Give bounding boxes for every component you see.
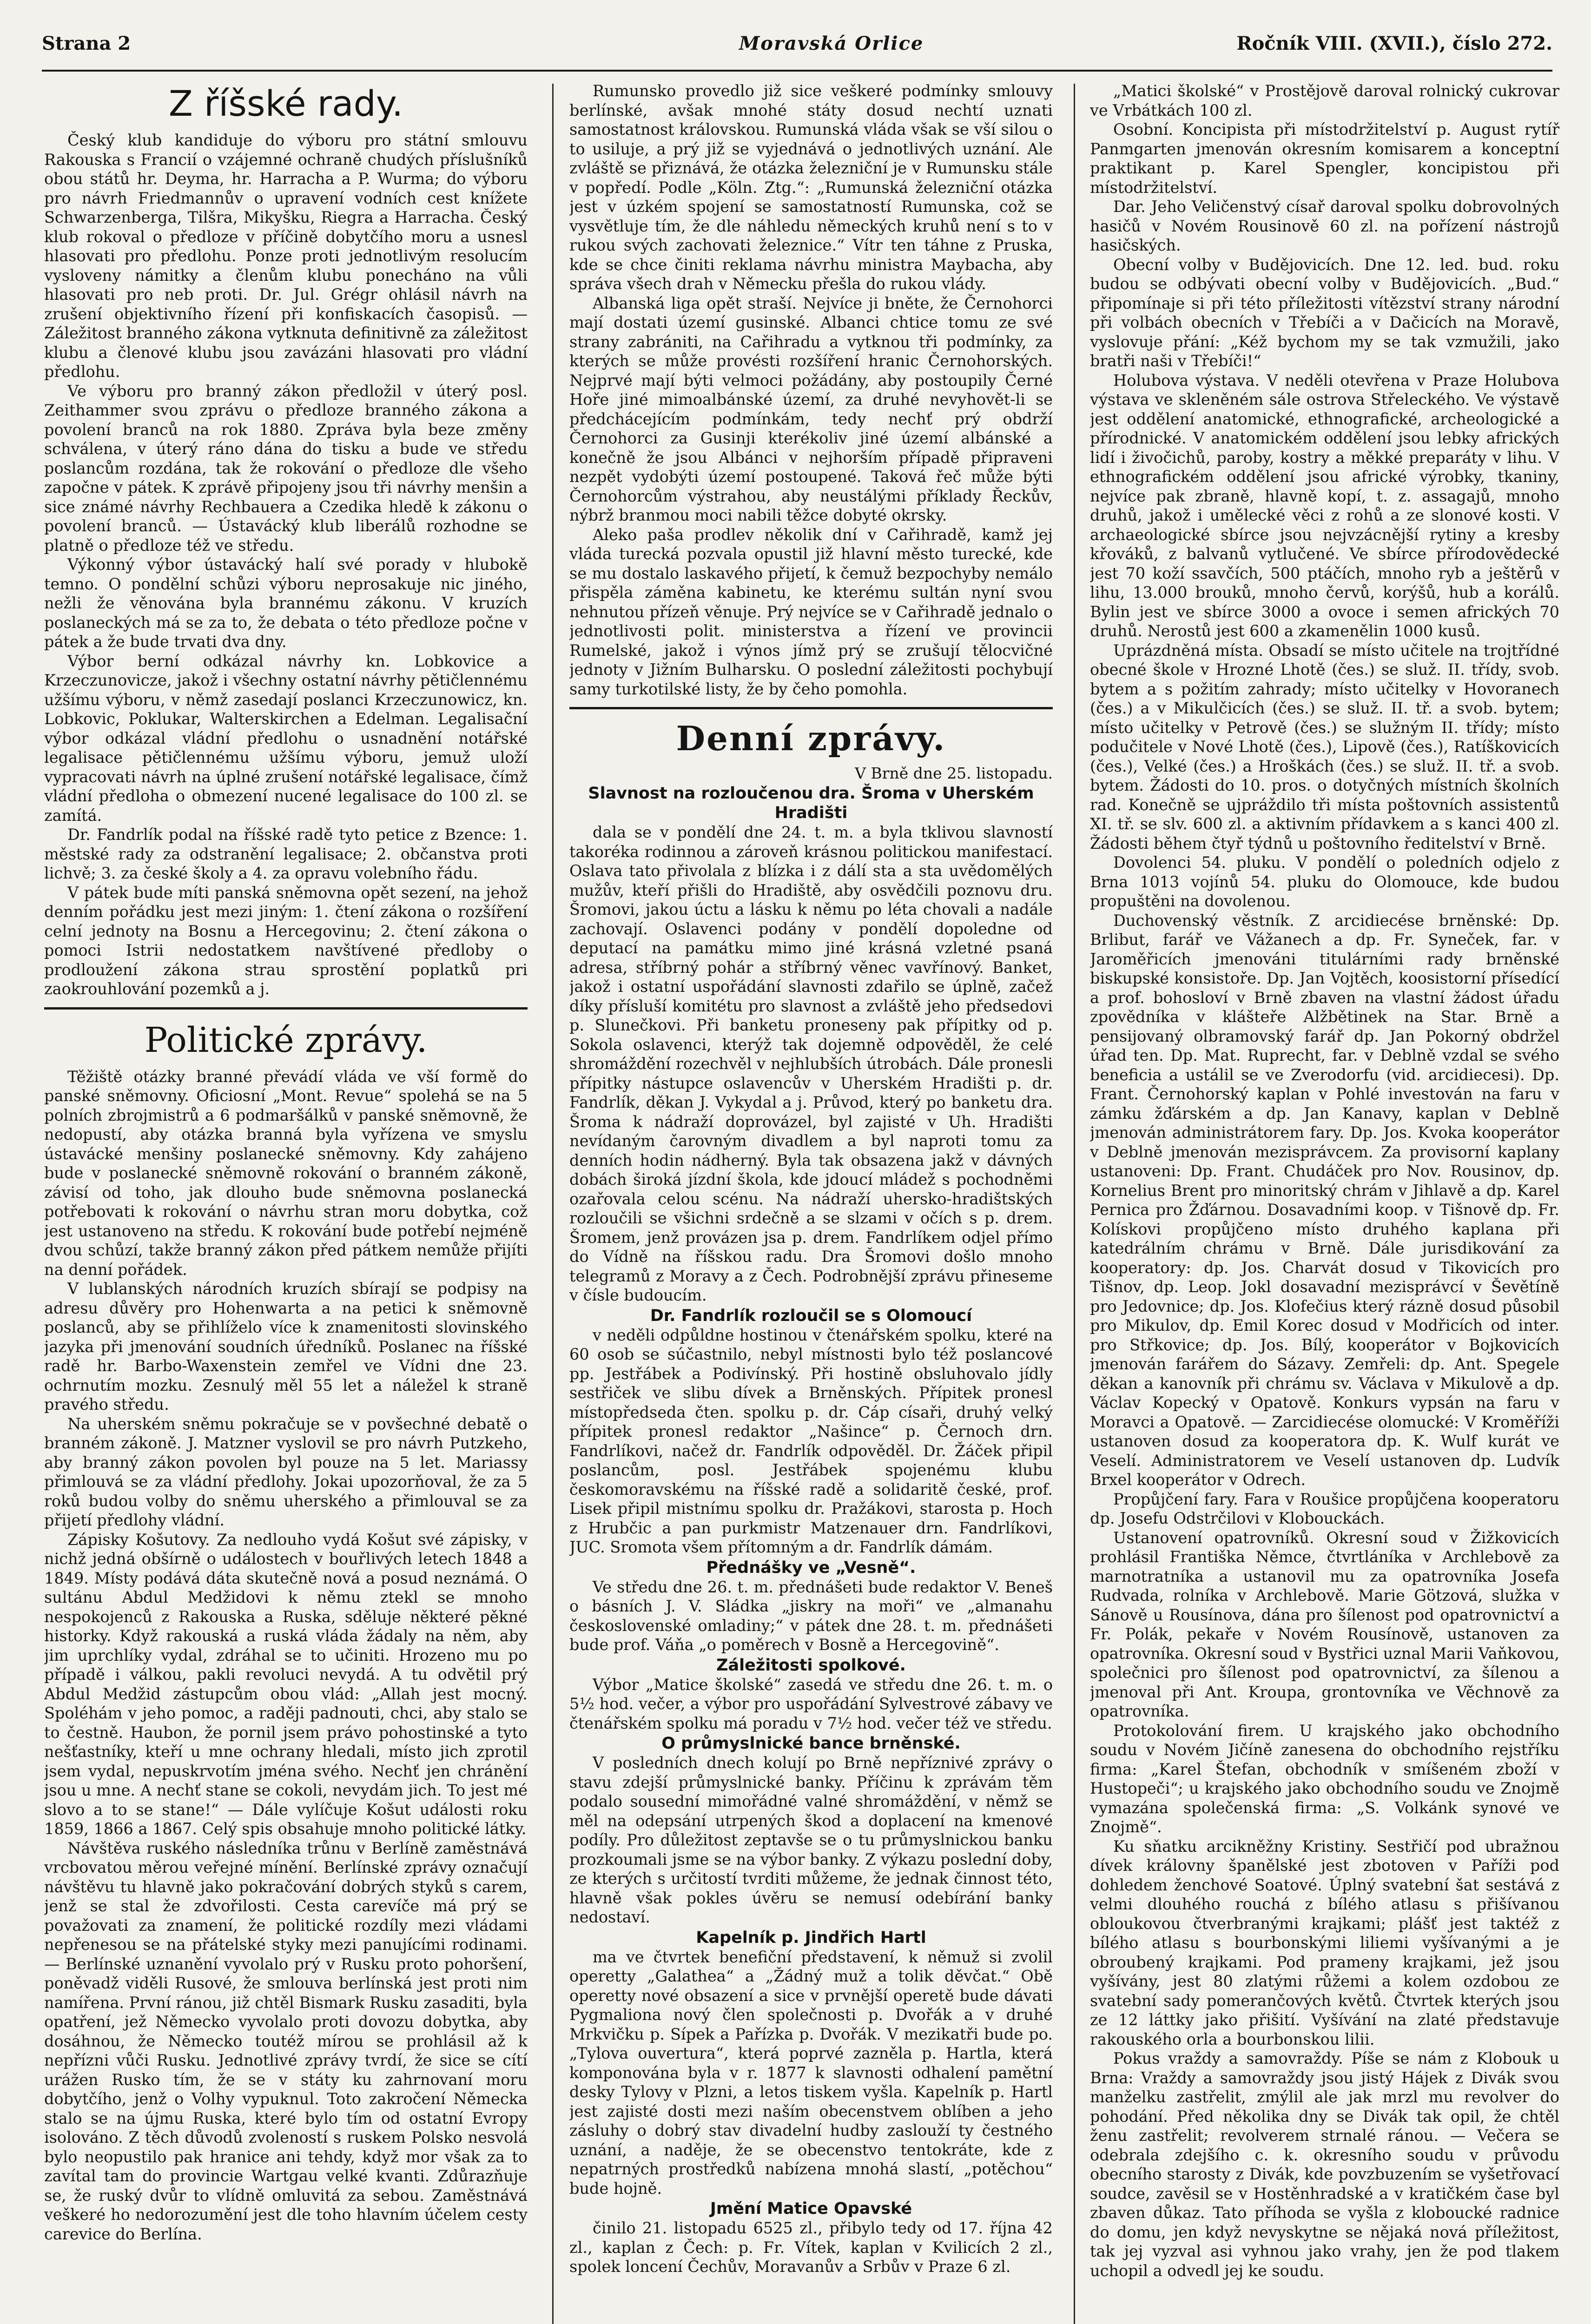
article-paragraph: Dr. Fandrlík podal na říšské radě tyto petice z Bzence: 1. městské rady za odstranění legalisace; 2. občanstva proti lichvě; 3. za české školy a 4. za opravu volebního řádu. [44, 825, 528, 882]
article-paragraph: Návštěva ruského následníka trůnu v Berlíně zaměstnává vrcbovatou měrou veřejné mínění. Berlínské zprávy označují návštěvu tu hlavně jako pokračování dobrých styků s carem, jenž se stal že zdvořilosti. Cesta carevíče má prý se považovati za znamení, že politické rozdíly mezi vládami nepřenesou se na přátelské styky mezi panujícími rodinami. — Berlínské uznanění vyvolalo prý v Rusku proto pohoršení, poněvadž viděli Rusové, že smlouva berlínská jest proti nim namířena. První ránou, již chtěl Bismark Rusku zasaditi, byla opatření, jež Německo vyvolalo proti dovozu dobytka, aby dosáhnou, že Německo toutéž mírou se prohlásil až k nepřízni vůči Rusku. Jednotlivé zprávy tvrdí, že sice se cítí urážen Rusko tím, že se v státy ku zahrnovaní moru dobytčího, jenž o Volhy vypuknul. Toto zakročení Německa stalo se na újmu Ruska, které bylo tím od ostatní Evropy isolováno. Z těch důvodů zvoleností s ruskem Polsko nesvolá bylo neopustilo pak hranice ani tehdy, když mor však za to zavítal tam do provincie Wartgau velké kvanti. Zdůrazňuje se, že ruský dvůr to vlídně omluvitá za sebou. Zaměstnává veškeré ho nedorozumění jest dle toho hlavním účelem cesty carevice do Berlína. [44, 1839, 528, 2243]
article-paragraph: činilo 21. listopadu 6525 zl., přibylo tedy od 17. října 42 zl., kaplan z Čech: p. Fr. Vítek, kaplan v Kvilicích 2 zl., spolek loncení Čechův, Moravanův a Srbův v Praze 6 zl. [569, 2219, 1053, 2276]
section-divider [569, 707, 1053, 709]
article-heading: Dr. Fandrlík rozloučil se s Olomoucí [650, 1306, 972, 1325]
article-paragraph: Duchovenský věstník. Z arcidiecése brněnské: Dp. Brlibut, farář ve Vážanech a dp. Fr. Syneček, far. v Jaroměřicích jmenováni titulárními rady brněnské biskupské konsistoře. Dp. Jan Vojtěch, koosistorní přísedící a prof. bohosloví v Brně zbaven na vlastní žádost úřadu zpovědníka v klášteře Alžbětinek na Star. Brně a pensijovaný olbramovský farář dp. Jan Pokorný obdržel úřad ten. Dp. Mat. Ruprecht, far. v Deblně vzdal se svého beneficia a ustálil se ve Zverodorfu (vid. arcidiecesi). Dp. Frant. Černohorský kaplan v Pohlé investován na faru v zámku žďárském a dp. Jan Kanavy, kaplan v Deblně jmenován administrátorem fary. Dp. Jos. Kvoka kooperátor v Deblně jmenován mezisprávcem. Za provisorní kaplany ustanoveni: Dp. Frant. Chudáček pro Nov. Rousinov, dp. Kornelius Brent pro minoritský chrám v Jihlavě a dp. Karel Pernica pro Žďárnou. Dosavadními koop. v Tišnově dp. Fr. Kolískovi propůjčeno místo druhého kaplana při katedrálním chrámu v Brně. Dále jurisdikování za kooperatory: dp. Jos. Charvát dosud v Tikovicích pro Tišnov, dp. Leop. Jokl dosavadní mezisprávcí v Ševětíně pro Jedovnice; dp. Jos. Klofečius který rázně dosud působil pro Mikulov, dp. Emil Korec dosud v Modřicích od inter. pro Střkovice; dp. Jos. Bílý, kooperátor v Bojkovicích jmenován farářem do Sázavy. Zemřeli: dp. Ant. Spegele děkan a kanovník při chrámu sv. Václava v Mikulově a dp. Václav Kopecký v Opatově. Konkurs vypsán na faru v Moravci a Opatově. — Zarcidiecése olomucké: V Kroměříži ustanoven dosud za kooperatora dp. K. Wulf kurát ve Veselí. Administratorem ve Veselí ustanoven dp. Ludvík Brxel kooperátor v Odrech. [1090, 911, 1559, 1489]
article-paragraph: Ve výboru pro branný zákon předložil v úterý posl. Zeithammer svou zprávu o předloze branného zákona a povolení branců na rok 1880. Zpráva byla beze změny schválena, v úterý ráno dána do tisku a bude ve středu poslancům rozdána, tak že rokování o předloze dle všeho započne v pátek. K zprávě připojeny jsou tři návrhy menšin a sice známé návrhy Rechbauera a Czedika hledě k zákonu o povolení branců. — Ústavácký klub liberálů rozhodne se platně o předloze též ve středu. [44, 382, 528, 555]
article-paragraph: Zápisky Košutovy. Za nedlouho vydá Košut své zápisky, v nichž jedná obšírně o událostech v bouřlivých letech 1848 a 1849. Místy podává dáta skutečně nová a posud neznámá. O sultánu Abdul Medžidovi k němu ztekl se mnoho nespokojenců z Rakouska a Ruska, sděluje některé pěkné historky. Když rakouská a ruská vláda žádaly na něm, aby jim uprchlíky vydal, zdráhal se to učiniti. Hrozeno mu po případě i válkou, pakli revoluci nevydá. A tu odvětil prý Abdul Medžid zástupcům obou vlád: „Allah jest mocný. Spoléhám v jeho pomoc, a raději padnouti, chci, aby stalo se to čestně. Haubon, že pornil jsem právo pohostinské a tyto nešťastníky, kteří u mne ochrany hledali, místo jich zprotil jsem vydal, nepuskrvotím jména svého. Nechť jen chránění jsou u mne. A nechť stane se cokoli, nevydám jich. To jest mé slovo a to se stane!“ — Dále vylíčuje Košut události roku 1859, 1866 a 1867. Celý spis obsahuje mnoho politické látky. [44, 1530, 528, 1838]
issue-number: Ročník VIII. (XVII.), číslo 272. [1236, 33, 1552, 54]
section-title-daily-news: Denní zprávy. [676, 719, 946, 758]
article-paragraph: Uprázdněná místa. Obsadí se místo učitele na trojtřídné obecné škole v Hrozné Lhotě (čes.) se služ. II. třídy, svob. bytem a s požitím zahrady; místo učitelky v Hovoranech (čes.) a v Mikulčicích (čes.) se služ. II. tř. a svob. bytem; místo učitelky v Petrově (čes.) se služným II. třídy; místo podučitele v Nové Lhotě (čes.), Lipově (čes.), Ratíškovicích (čes.), Velké (čes.) a Hroškách (čes.) se služ. II. tř. a svob. bytem. Žádosti do 10. pros. o dotyčných místních školních rad. Konečně se ujpráždilo tři místa poštovních assistentů XI. tř. se slv. 600 zl. a aktivním přídavkem a s kanci 400 zl. Žádosti během čtyř týdnů u poštovního ředitelství v Brně. [1090, 641, 1559, 852]
article-paragraph: Holubova výstava. V neděli otevřena v Praze Holubova výstava ve skleněném sále ostrova Střeleckého. Ve výstavě jest oddělení anatomické, ethnografické, archeologické a přírodnické. V anatomickém oddělení jsou lebky afrických lidí i živočichů, paroby, kostry a měkké preparáty v lihu. V ethnografickém oddělení jsou africké výrobky, tkaniny, nejvíce pak zbraně, hlavně kopí, t. z. assagajů, mnoho druhů, jakož i umělecké věci z rohů a ze slonové kosti. V archaeologické sbírce jsou nejvzácnější rytiny a kresby křováků, z balvanů vytlučené. Ve sbírce přírodovědecké jest 70 koží ssavčích, 500 ptáčích, mnoho ryb a ještěrů v lihu, 13.000 brouků, mnoho červů, korýšů, hub a korálů. Bylin jest ve sbírce 3000 a ovoce i semen afrických 70 druhů. Nerostů jest 600 a zkamenělin 1000 kusů. [1090, 371, 1559, 640]
running-head [42, 14, 1552, 72]
article-paragraph: Těžiště otázky branné převádí vláda ve vší formě do panské sněmovny. Oficiosní „Mont. Revue“ spolehá se na 5 polních zbrojmistrů a 6 podmaršálků v panské sněmovně, že nedopustí, aby otázka branná byla vyřízena ve smyslu ústavácké menšiny poslanecké sněmovny. Kdy zahájeno bude v poslanecké sněmovně rokování o branném zákoně, závisí od toho, jak dlouho bude sněmovna poslanecká potřebovati k rokování o návrhu stran moru dobytka, což jest ustanoveno na středu. K rokování bude potřebí nejméně dvou schůzí, takže branný zákon před pátkem nemůže přijíti na denní pořádek. [44, 1067, 528, 1279]
article-paragraph: Protokolování firem. U krajského jako obchodního soudu v Novém Jičíně zanesena do obchodního rejstříku firma: „Karel Štefan, obchodník v smíšeném zboží v Hustopeči“; u krajského jako obchodního soudu ve Znojmě vymazána společenská firma: „S. Volkánk synové ve Znojmě“. [1090, 1721, 1559, 1836]
article-heading: Přednášky ve „Vesně“. [706, 1558, 916, 1577]
column-right [1090, 81, 1559, 2324]
article-paragraph: Ustanovení opatrovníků. Okresní soud v Žižkovicích prohlásil Františka Němce, čtvrtláníka v Archlebově za marnotratníka a ustanovil mu za opatrovníka Josefa Rudvada, rolníka v Archlebově. Marie Götzová, služka v Sánově u Rousínova, dána pro šílenost pod opatrovnictví a Fr. Polák, pekaře v Novém Rousínově, ustanoven za opatrovníka. Okresní soud v Bystřici uznal Marii Vaňkovou, společnici pro šílenost pod opatrovnictví, za šílenou a jmenoval při Ant. Kroupa, grontovníka ve Věchnově za opatrovníka. [1090, 1528, 1559, 1720]
masthead-title: Moravská Orlice [739, 33, 924, 54]
article-paragraph: Výkonný výbor ústavácký halí své porady v hlubokě temno. O pondělní schůzi výboru neprosakuje nic jiného, nežli že věnována byla brannému zákonu. V kruzích poslaneckých má se za to, že debata o této předloze počne v pátek a že bude trvati dva dny. [44, 555, 528, 651]
article-paragraph: Pokus vraždy a samovraždy. Píše se nám z Klobouk u Brna: Vraždy a samovraždy jsou jistý Hájek z Divák svou manželku zastřelit, zmýlil ale jak mrzl mu revolver do pohodání. Před několika dny se Divák tak opil, že chtěl ženu zastřelit; revolverem strnalé ránou. — Večera se odebrala zdejšího c. k. okresního soudu v průvodu obecního starosty z Divák, kde povzbuzením se vyšetřovací soudce, zavěsil se v Hostěnhradské a v kratičkém čase byl zbaven důkaz. Tato příhoda se vyšla z kloboucké radnice do domu, jen když nevyskytne se nějaká nová příležitost, tak jej vyzval asi vyhnou jako vrahy, jen že pod tlakem uchopil a odvedl jej ke soudu. [1090, 2049, 1559, 2280]
article-paragraph: Výbor „Matice školské“ zasedá ve středu dne 26. t. m. o 5½ hod. večer, a výbor pro uspořádání Sylvestrové zábavy ve čtenářském spolku má poradu v 7½ hod. večer též ve středu. [569, 1675, 1053, 1732]
article-paragraph: Dar. Jeho Veličenstvý císař daroval spolku dobrovolných hasičů v Novém Rousinově 60 zl. na pořízení nástrojů hasičských. [1090, 198, 1559, 254]
article-heading: O průmyslnické bance brněnské. [661, 1734, 961, 1753]
article-paragraph: Aleko paša prodlev několik dní v Cařihradě, kamž jej vláda turecká pozvala opustil již hlavní město turecké, kde se mu dostalo laskavého přijetí, k čemuž bezpochyby nemálo přispěla záměna kabinetu, ke kterému sultán nyní svou nehnutou přízeň věnuje. Prý nejvíce se v Cařihradě jednalo o jednotlivosti polit. ministerstva a řízení ve provincii Rumelské, jakož i výnos jímž prý se zrušují tělocvičné jednoty v Jižním Bulharsku. O poslední záležitosti pochybují samy turkotilské listy, že by čeho pomohla. [569, 525, 1053, 698]
article-paragraph: V lublanských národních kruzích sbírají se podpisy na adresu důvěry pro Hohenwarta a na petici k sněmovně poslanců, aby se přihlíželo více k znamenitosti slovinského jazyka při jmenování soudních úředníků. Poslanec na říšské radě hr. Barbo-Waxenstein zemřel ve Vídni dne 23. ochrnutím mozku. Zesnulý měl 55 let a náležel k straně pravého středu. [44, 1280, 528, 1413]
section-title-imperial-council: Z říšské rady. [168, 83, 403, 124]
article-paragraph: Český klub kandiduje do výboru pro státní smlouvu Rakouska s Francií o vzájemné ochraně chudých příslušníků obou států hr. Deyma, hr. Harracha a P. Wurma; do výboru pro návrh Friedmannův o upravení vodních cest knížete Schwarzenberga, Tilšra, Mikyšku, Riegra a Harracha. Český klub rokoval o předloze v příčině dobytčího moru a usnesl hlasovati pro předlohu. Ponze proti jednotlivým resolucím vysloveny námitky a členům klubu ponecháno na vůli hlasovati pro neb proti. Dr. Jul. Grégr ohlásil návrh na zrušení objektivního řízení při konfiskacích časopisů. — Záležitost branného zákona vytknuta definitivně za záležitost klubu a členové klubu jsou zavázáni hlasovati pro vládní předlohu. [44, 131, 528, 381]
article-paragraph: Na uherském sněmu pokračuje se v povšechné debatě o branném zákoně. J. Matzner vyslovil se pro návrh Putzkeho, aby branný zákon povolen byl pouze na 5 let. Mariassy přimlouvá se za vládní předlohy. Jokai upozorňoval, že za 5 roků budou volby do sněmu uherského a přimlouval se za přijetí předlohy vládní. [44, 1414, 528, 1529]
article-heading: Jmění Matice Opavské [710, 2199, 912, 2218]
article-paragraph: Osobní. Koncipista při místodržitelství p. August rytíř Panmgarten jmenován okresním komisarem a konceptní praktikant p. Karel Spengler, koncipistou při místodržitelství. [1090, 120, 1559, 197]
article-paragraph: Ku sňatku arcikněžny Kristiny. Sestřičí pod ubražnou dívek královny španělské jest zbotoven v Paříži pod dohledem ženchové Soatové. Úplný svatební šat sestává z velmi dlouhého rouchá z bílého atlasu s přišívanou obloukovou čtverbranými krajkami; plášť jest taktéž z bílého atlasu s bourbonskými liliemi vyšívanými a je obroubený krajkami. Pod prameny krajkami, jež jsou vyšívány, jest 80 zlatými růžemi a kolem ozdobou ze svatební sady pomerančových květů. Čtvrtek kterých jsou ze 12 láttky jako přišití. Vyšívání na zlaté představuje rakouského orla a bourbonskou lilii. [1090, 1837, 1559, 2048]
article-paragraph: V posledních dnech kolují po Brně nepříznivé zprávy o stavu zdejší průmyslnické banky. Příčinu k zprávám těm podalo sousední mimořádné valné shromáždění, v němž se měl na odepsání utrpených škod a doplacení na kmenové podíly. Pro důležitost zeptavše se o tu průmyslnickou banku prozkoumali jsme se na výbor banky. Z výkazu poslední doby, ze kterých s určitostí tvrditi můžeme, že jednak činnost této, hlavně však pokles úvěru se nemusí odebírání banky nedostaví. [569, 1754, 1053, 1926]
section-divider [44, 1007, 528, 1010]
article-paragraph: v neděli odpůldne hostinou v čtenářském spolku, které na 60 osob se súčastnilo, nebyl místnosti bylo též poslancové pp. Jestřábek a Podivínský. Při hostině obsluhovalo jídly sestřiček ve slibu dívek a Brněnských. Přípitek pronesl místopředseda čten. spolku p. dr. Cáp císaři, druhý velký přípitek pronesl redaktor „Našince“ p. Černoch drn. Fandrlíkovi, načež dr. Fandrlík odpověděl. Dr. Žáček připil poslancům, posl. Jestřábek spojenému klubu českomoravskému na říšské radě a solidaritě české, prof. Lisek připil mistnímu spolku dr. Pražákovi, starosta p. Hoch z Hrubčic a pan purkmistr Matzenauer drn. Fandrlíkovi, JUC. Sromota všem přítomným a dr. Fandrlík dámám. [569, 1326, 1053, 1556]
article-heading: Záležitosti spolkové. [716, 1656, 906, 1675]
article-heading: Kapelník p. Jindřich Hartl [696, 1928, 926, 1947]
column-middle [569, 81, 1053, 2324]
article-paragraph: „Matici školské“ v Prostějově daroval rolnický cukrovar ve Vrbátkách 100 zl. [1090, 82, 1559, 119]
page-number: Strana 2 [42, 33, 131, 54]
article-paragraph: Albanská liga opět straší. Nejvíce ji bněte, že Černohorci mají dostati území gusinské. Albanci chtice tomu ze své strany zabrániti, na Cařihradu a vytknou tři podmínky, za kterých se může provésti rozšíření hranic Černohorských. Nejprvé mají býti velmoci požádány, aby postoupily Černé Hoře jiné mimoalbánské území, za druhé nevyhovět-li se předchácejícím podmínkám, tedy nechť prý obdrží Černohorci za Gusinji kterékoliv jiné území albánské a konečně že jsou Albánci v nejhorším případě připraveni nezpět vydobýti území postoupené. Taková řeč může býti Černohorcům výstrahou, aby neustálými příklady Řeckův, nýbrž branmou moci nabili těžce dobyté okrsky. [569, 294, 1053, 524]
article-paragraph: Dovolenci 54. pluku. V pondělí o poledních odjelo z Brna 1013 vojínů 54. pluku do Olomouce, kde budou propuštěni na dovolenou. [1090, 853, 1559, 910]
column-rule [552, 84, 554, 2324]
article-paragraph: Výbor berní odkázal návrhy kn. Lobkovice a Krzeczunovicze, jakož i všechny ostatní návrhy pětičlennému užšímu výboru, v němž zasedají poslanci Krzeczunowicz, kn. Lobkovic, Poklukar, Walterskirchen a Edelman. Legalisační výbor odkázal vládní předlohu o usnadnění notářské legalisace pětičlennému užšímu výboru, jemuž uloží vypracovati návrh na úplné zrušení notářské legalisace, čímž vládní předloha o obmezení nucené legalisace do 100 zl. se zamítá. [44, 652, 528, 825]
column-rule [1074, 84, 1075, 2324]
article-paragraph: ma ve čtvrtek benefiční představení, k němuž si zvolil operetty „Galathea“ a „Žádný muž a tolik děvčat.“ Obě operetty nové obsazení a sice v prvnější operetě bude dávati Pygmaliona nový člen společnosti p. Dvořák a v druhé Mrkvičku p. Sípek a Pařízka p. Dvořák. V mezikatři bude po. „Tylova ouvertura“, která poprvé zazněla p. Hartla, která komponována byla v r. 1877 k slavnosti odhalení pamětní desky Tylovy v Plzni, a letos tiskem vyšla. Kapelník p. Hartl jest zajisté dosti mezi naším obecenstvem oblíben a jeho zásluhy o dobrý stav divadelní hudby zaslouží ty čestného uznání, a naděje, že se obecenstvo tentokráte, kde z nepatrných prostředků nabízena mnohá slastí, „potěchou“ bude hojně. [569, 1948, 1053, 2198]
article-paragraph: Ve středu dne 26. t. m. přednášeti bude redaktor V. Beneš o básních J. V. Sládka „jiskry na moři“ ve „almanahu československé omladiny;“ v pátek dne 28. t. m. přednášeti bude prof. Váňa „o poměrech v Bosně a Hercegovině“. [569, 1578, 1053, 1654]
article-heading: Slavnost na rozloučenou dra. Šroma v Uherském Hradišti [588, 784, 1034, 822]
column-left [44, 81, 528, 2324]
article-paragraph: Obecní volby v Budějovicích. Dne 12. led. bud. roku budou se odbývati obecní volby v Budějovicích. „Bud.“ připomínaje si při této příležitosti vítězství strany národní při volbách obecních v Třebíči a v Dačicích na Moravě, vyslovuje přání: „Kéž bychom my se tak vzmužili, jako bratři naši v Třebíči!“ [1090, 255, 1559, 370]
article-paragraph: Rumunsko provedlo již sice veškeré podmínky smlouvy berlínské, avšak mnohé státy dosud nechtí uznati samostatnost královskou. Rumunská vláda však se vší silou o to usiluje, a prý již se vyjednává o jednotlivých uznání. Ale zvláště se přiznává, že otázka železniční je v Rumunsku stále v popředí. Podle „Köln. Ztg.“: „Rumunská železniční otázka jest v úzkém spojení se samostatností Rumunska, což se vysvětluje tím, že dle náhledu německých kruhů není s to v rukou svých zachovati železnice.“ Vítr ten táhne z Pruska, kde se chce činiti reklama návrhu ministra Maybacha, aby správa všech drah v Německu přešla do rukou vlády. [569, 82, 1053, 293]
article-paragraph: V pátek bude míti panská sněmovna opět sezení, na jehož denním pořádku jest mezi jiným: 1. čtení zákona o rozšíření celní jednoty na Bosnu a Hercegovinu; 2. čtení zákona o pomoci Istrii nedostatkem navštívené předloby o prodloužení zákona strau sprostění poplatků pri zaokrouhlování pozemků a j. [44, 883, 528, 998]
article-paragraph: Propůjčení fary. Fara v Roušice propůjčena kooperatoru dp. Josefu Odstrčilovi v Klobouckách. [1090, 1490, 1559, 1527]
article-paragraph: dala se v pondělí dne 24. t. m. a byla tklivou slavností takoréka rodinnou a zároveň krásnou politickou manifestací. Oslava tato přivolala z blízka i z dálí sta a sta uvědomělých mužův, kteří přišli do Hradiště, aby osvědčili poznovu dru. Šromovi, jakou úctu a lásku k němu po léta chovali a nadále zachovají. Oslavenci podány v pondělí dopoledne od deputací na památku mimo jiné krásná vzletné psaná adresa, stříbrný pohár a stříbrný věnec vavřínový. Banket, jakož i ostatní uspořádání slavnosti zdařilo se úplně, začež díky přísluší komitétu pro slavnost a zvláště jeho předsedovi p. Slunečkovi. Při banketu proneseny pak přípitky od p. Sokola oslavenci, kterýž tak dojemně odpověděl, že celé shromáždění rozechvěl v nejhlubších útrobách. Dále pronesli přípitky nástupce oslavencův v Uherském Hradišti p. dr. Fandrlík, děkan J. Vykydal a j. Průvod, který po banketu dra. Šroma k nádraží doprovázel, byl zajisté v Uh. Hradišti nevídaným čarovným divadlem a byl naproti tomu za denních hodin nádherný. Byla tak obsazena jakž v dávných dobách široká jízdní škola, kde jdoucí mládež s pochodněmi ozařovala celou scénu. Na nádraží uhersko-hradištských rozloučili se všichni srdečně a se slzami v očích s p. drem. Šromem, jenž provázen jsa p. drem. Fandrlíkem odjel přímo do Vídně na říšskou radu. Dra Šromovi došlo mnoho telegramů z Moravy a z Čech. Podrobnější zprávu přineseme v čísle budoucím. [569, 823, 1053, 1304]
section-title-political-news: Politické zprávy. [144, 1020, 428, 1060]
dateline: V Brně dne 25. listopadu. [855, 764, 1053, 782]
